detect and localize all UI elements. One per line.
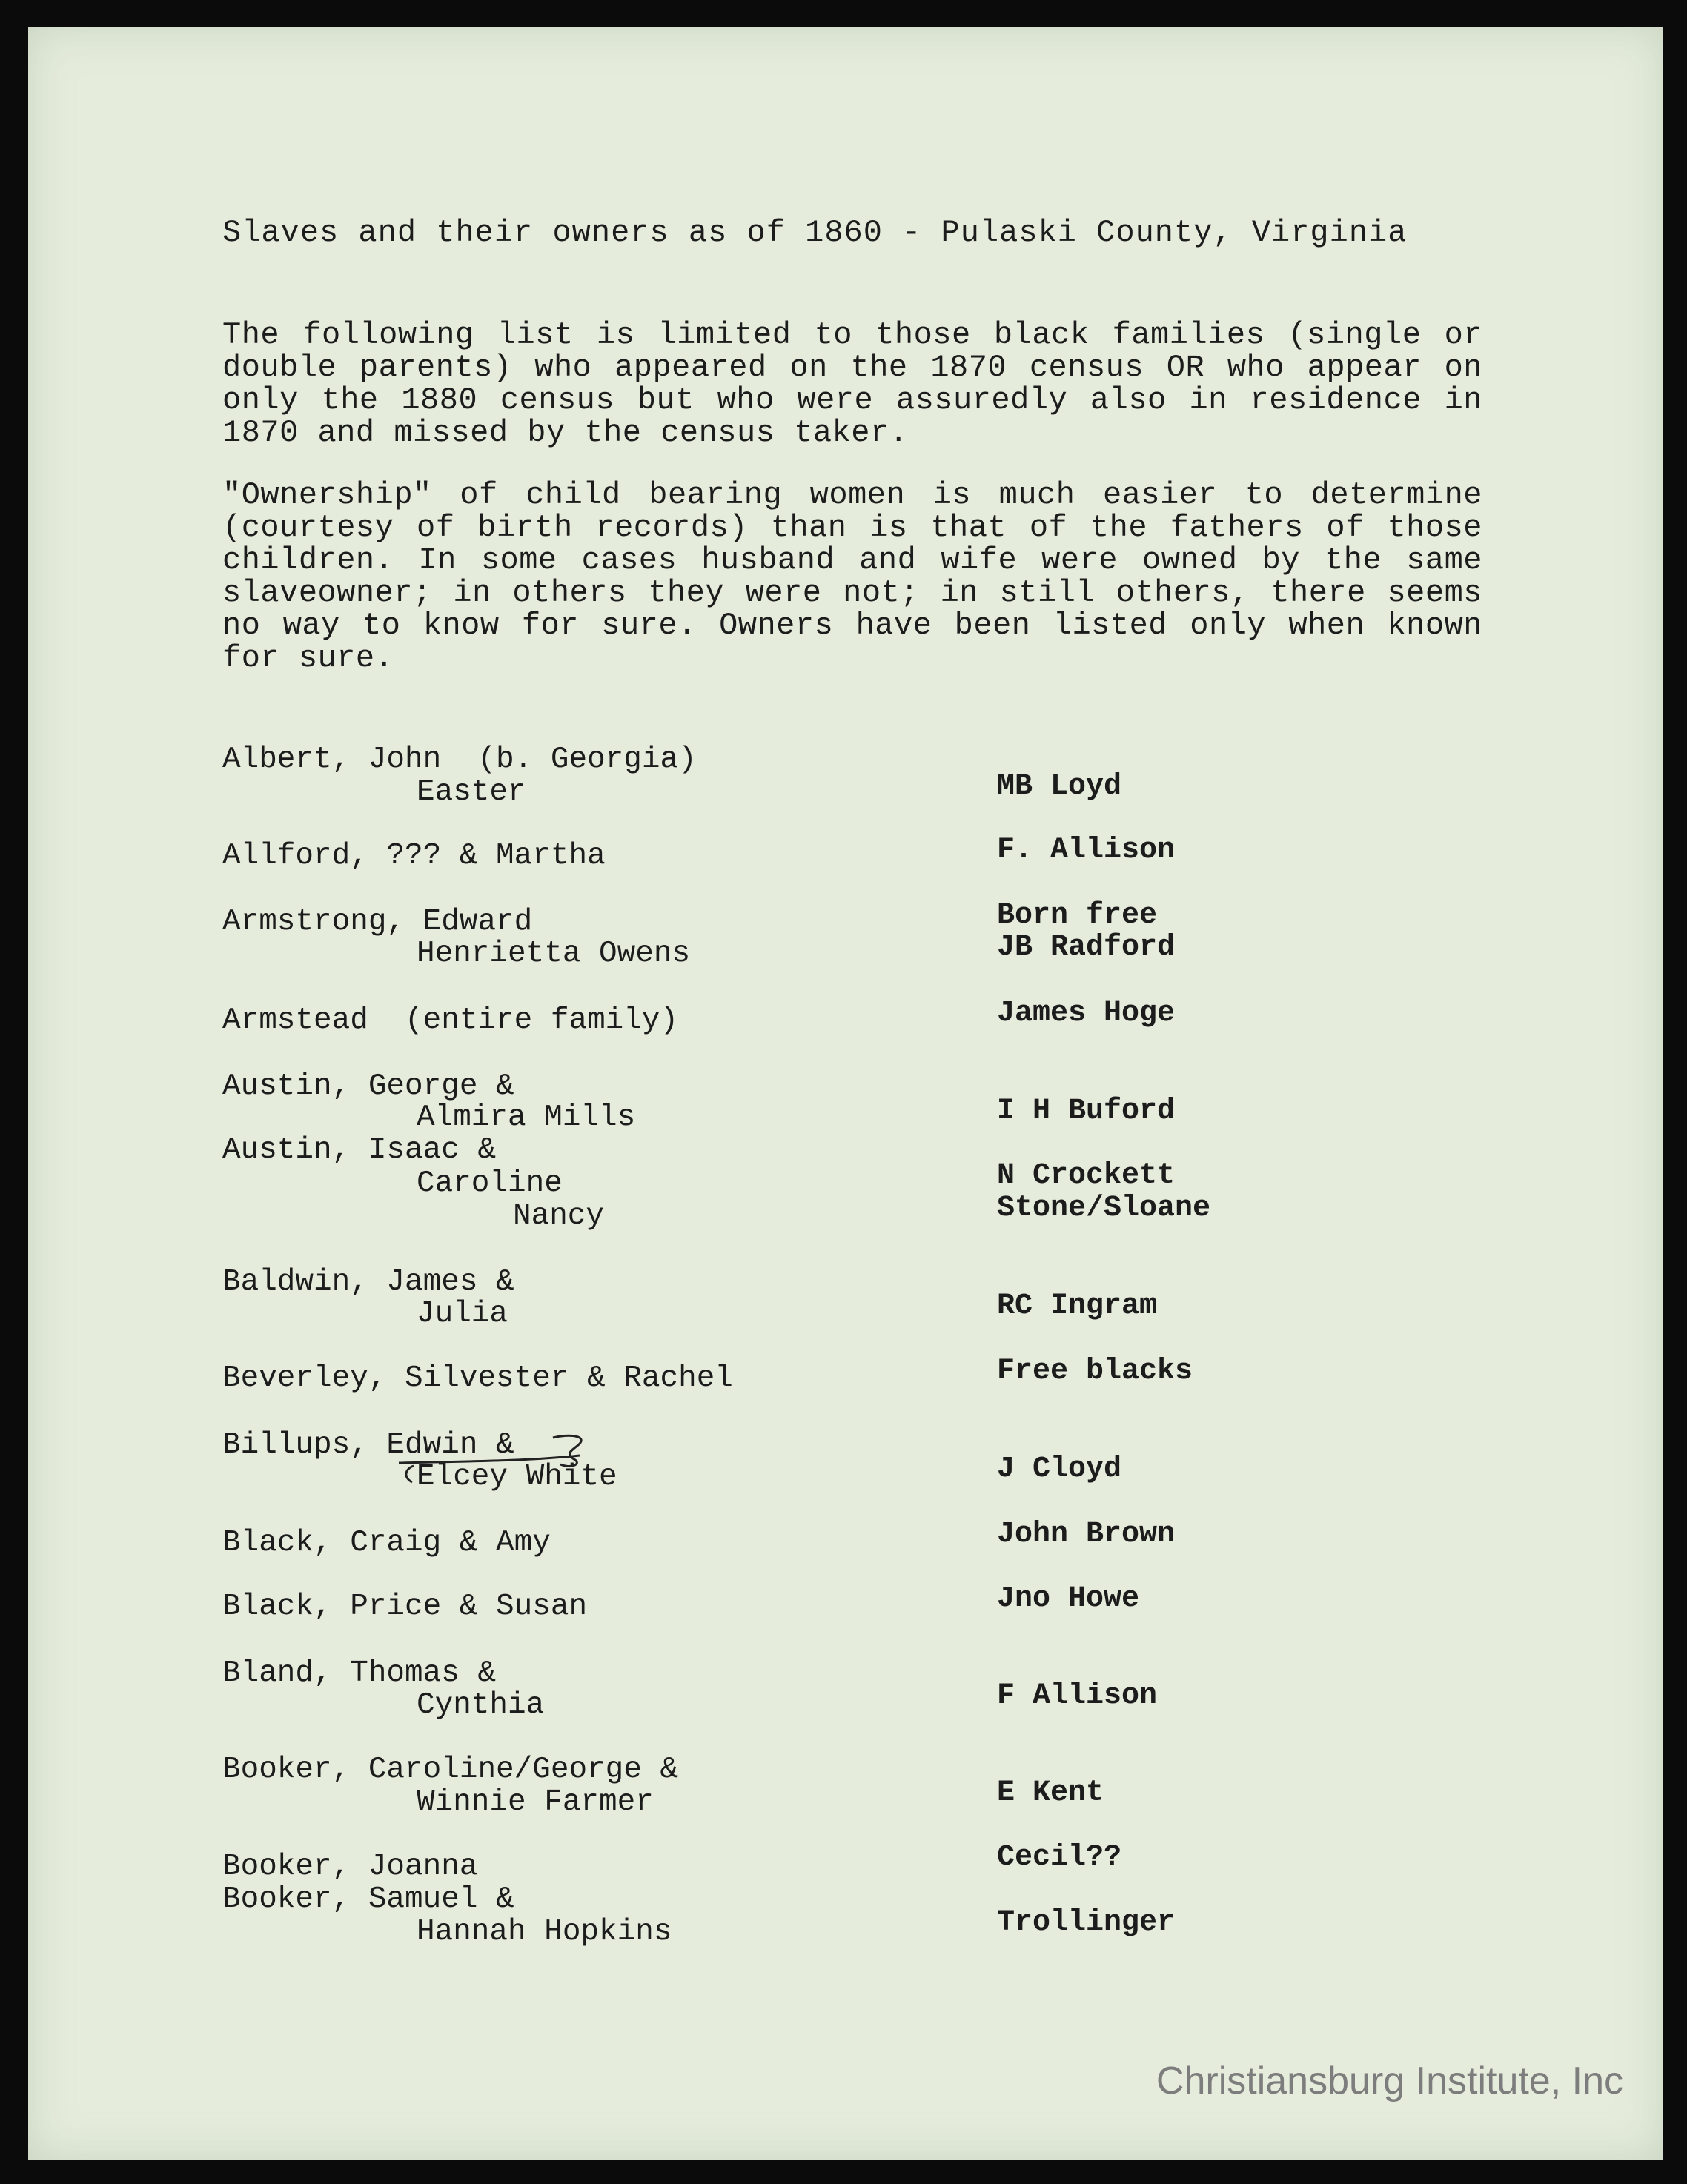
list-item-name: Black, Craig & Amy xyxy=(222,1526,551,1560)
list-item-owner: Free blacks xyxy=(997,1355,1193,1388)
list-item-sub: Henrietta Owens xyxy=(417,937,691,971)
list-item-name: Beverley, Silvester & Rachel xyxy=(222,1361,733,1395)
list-item-owner: John Brown xyxy=(997,1518,1176,1551)
list-item-owner: Stone/Sloane xyxy=(997,1192,1211,1225)
watermark: Christiansburg Institute, Inc xyxy=(1156,2059,1623,2102)
page-title: Slaves and their owners as of 1860 - Pulaski County, Virginia xyxy=(222,215,1408,250)
list-item-owner: JB Radford xyxy=(997,931,1176,964)
list-item-name: Armstead (entire family) xyxy=(222,1003,679,1038)
list-item-name: Allford, ??? & Martha xyxy=(222,839,606,873)
list-item-name: Booker, Caroline/George & xyxy=(222,1753,679,1787)
list-item-owner: James Hoge xyxy=(997,997,1176,1030)
list-item-sub: Easter xyxy=(417,775,526,809)
list-item-sub: Caroline xyxy=(417,1166,563,1201)
list-item-owner: E Kent xyxy=(997,1776,1104,1810)
ownership-paragraph: "Ownership" of child bearing women is much easier to determine (courtesy of birth records) than is that of the fathers of those children. In some cases husband and wife were owned by the same slaveowner; in others they were not; in still others, there seems no way to know for sure. Owners have been listed only when known for sure. xyxy=(222,477,1482,676)
intro-paragraph: The following list is limited to those black families (single or double parents) who appeared on the 1870 census OR who appear on only the 1880 census but who were assuredly also in residence in 1870 and missed by the census taker. xyxy=(222,317,1482,451)
list-item-name: Austin, George & xyxy=(222,1069,514,1103)
list-item-owner: Born free xyxy=(997,899,1158,932)
list-item-sub: Almira Mills xyxy=(417,1101,636,1135)
list-item-name: Black, Price & Susan xyxy=(222,1590,588,1624)
list-item-owner: Trollinger xyxy=(997,1906,1176,1939)
list-item-owner: Jno Howe xyxy=(997,1582,1140,1616)
list-item-sub: Cynthia xyxy=(417,1688,545,1722)
list-item-owner: F Allison xyxy=(997,1679,1158,1713)
list-item-owner: I H Buford xyxy=(997,1095,1176,1128)
list-item-name: Albert, John (b. Georgia) xyxy=(222,743,697,777)
list-item-name: Booker, Joanna xyxy=(222,1850,478,1884)
list-item-owner: MB Loyd xyxy=(997,770,1122,803)
list-item-sub: Julia xyxy=(417,1297,508,1331)
list-item-owner: N Crockett xyxy=(997,1159,1176,1192)
list-item-owner: RC Ingram xyxy=(997,1290,1158,1323)
list-item-sub: Hannah Hopkins xyxy=(417,1915,672,1949)
list-item-name: Baldwin, James & xyxy=(222,1265,514,1299)
handwritten-correction-mark xyxy=(393,1429,593,1488)
list-item-name: Booker, Samuel & xyxy=(222,1882,514,1916)
list-item-sub: Nancy xyxy=(513,1199,605,1233)
list-item-name: Billups, Edwin & xyxy=(222,1428,514,1462)
list-item-name: Armstrong, Edward xyxy=(222,905,533,939)
list-item-owner: J Cloyd xyxy=(997,1453,1122,1486)
list-item-owner: F. Allison xyxy=(997,834,1176,867)
list-item-name: Bland, Thomas & xyxy=(222,1656,497,1690)
list-item-owner: Cecil?? xyxy=(997,1841,1122,1874)
list-item-sub: Winnie Farmer xyxy=(417,1785,654,1819)
list-item-name: Austin, Isaac & xyxy=(222,1133,497,1167)
list-item-sub: Elcey White xyxy=(417,1460,617,1494)
